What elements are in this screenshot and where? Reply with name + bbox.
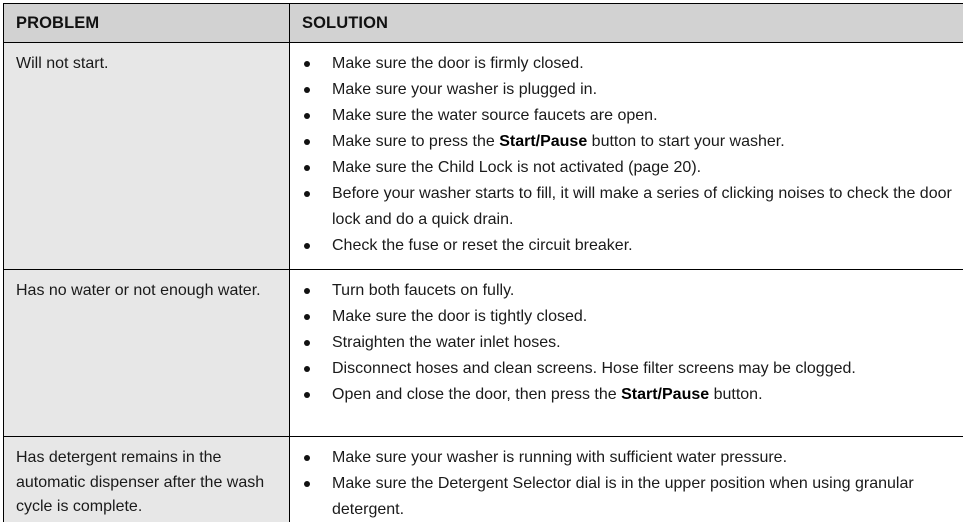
solution-text: Before your washer starts to fill, it will make a series of clicking noises to check the door lock and do a quick drain. — [332, 185, 952, 228]
solution-item — [298, 155, 955, 181]
solution-text: Turn both faucets on fully. — [332, 282, 515, 299]
bullet-icon — [304, 455, 310, 461]
bullet-icon — [304, 288, 310, 294]
table-row — [4, 270, 964, 437]
solution-text: Make sure the water source faucets are open. — [332, 107, 658, 124]
solution-text-post: button. — [709, 386, 763, 403]
solution-text: Make sure the door is tightly closed. — [332, 308, 588, 325]
solution-text-emphasis: Start/Pause — [499, 133, 588, 150]
solution-item — [298, 278, 955, 304]
bullet-icon — [304, 481, 310, 487]
solution-text: Make sure your washer is running with sufficient water pressure. — [332, 449, 788, 466]
solution-text: Make sure your washer is plugged in. — [332, 81, 598, 98]
solution-list — [298, 51, 955, 259]
header-row — [4, 4, 964, 43]
bullet-icon — [304, 243, 310, 249]
solution-text — [332, 386, 763, 403]
bullet-icon — [304, 87, 310, 93]
problem-cell: Has no water or not enough water. — [4, 270, 290, 437]
table-row — [4, 437, 964, 523]
solution-text-pre: Open and close the door, then press the — [332, 386, 622, 403]
solution-text-pre: Make sure to press the — [332, 133, 500, 150]
solution-item — [298, 233, 955, 259]
bullet-icon — [304, 139, 310, 145]
bullet-icon — [304, 366, 310, 372]
solution-item — [298, 471, 955, 522]
solution-list — [298, 278, 955, 408]
solution-text: Straighten the water inlet hoses. — [332, 334, 561, 351]
table-header — [4, 4, 964, 43]
table-body — [4, 43, 964, 523]
solution-text-emphasis: Start/Pause — [621, 386, 710, 403]
solution-item — [298, 77, 955, 103]
solution-cell — [290, 43, 964, 270]
solution-cell — [290, 437, 964, 523]
bullet-icon — [304, 314, 310, 320]
solution-text — [332, 133, 785, 150]
solution-cell — [290, 270, 964, 437]
problem-cell: Has detergent remains in the automatic dispenser after the wash cycle is complete. — [4, 437, 290, 523]
solution-item — [298, 103, 955, 129]
solution-item — [298, 51, 955, 77]
solution-text-post: button to start your washer. — [587, 133, 785, 150]
column-header-solution: SOLUTION — [290, 4, 964, 43]
table-row — [4, 43, 964, 270]
solution-text: Make sure the door is firmly closed. — [332, 55, 584, 72]
solution-list — [298, 445, 955, 522]
solution-item — [298, 181, 955, 233]
solution-text: Check the fuse or reset the circuit breaker. — [332, 237, 633, 254]
bullet-icon — [304, 165, 310, 171]
troubleshooting-table — [3, 3, 963, 522]
solution-text: Make sure the Child Lock is not activated (page 20). — [332, 159, 702, 176]
troubleshooting-table-container — [3, 3, 963, 522]
bullet-icon — [304, 340, 310, 346]
solution-item — [298, 129, 955, 155]
problem-cell: Will not start. — [4, 43, 290, 270]
column-header-problem: PROBLEM — [4, 4, 290, 43]
solution-item — [298, 330, 955, 356]
solution-text: Make sure the Detergent Selector dial is in the upper position when using granular detergent. — [332, 475, 914, 518]
solution-text: Disconnect hoses and clean screens. Hose filter screens may be clogged. — [332, 360, 856, 377]
solution-item — [298, 382, 955, 408]
solution-item — [298, 304, 955, 330]
solution-item — [298, 356, 955, 382]
solution-item — [298, 445, 955, 471]
bullet-icon — [304, 61, 310, 67]
bullet-icon — [304, 113, 310, 119]
bullet-icon — [304, 392, 310, 398]
bullet-icon — [304, 191, 310, 197]
